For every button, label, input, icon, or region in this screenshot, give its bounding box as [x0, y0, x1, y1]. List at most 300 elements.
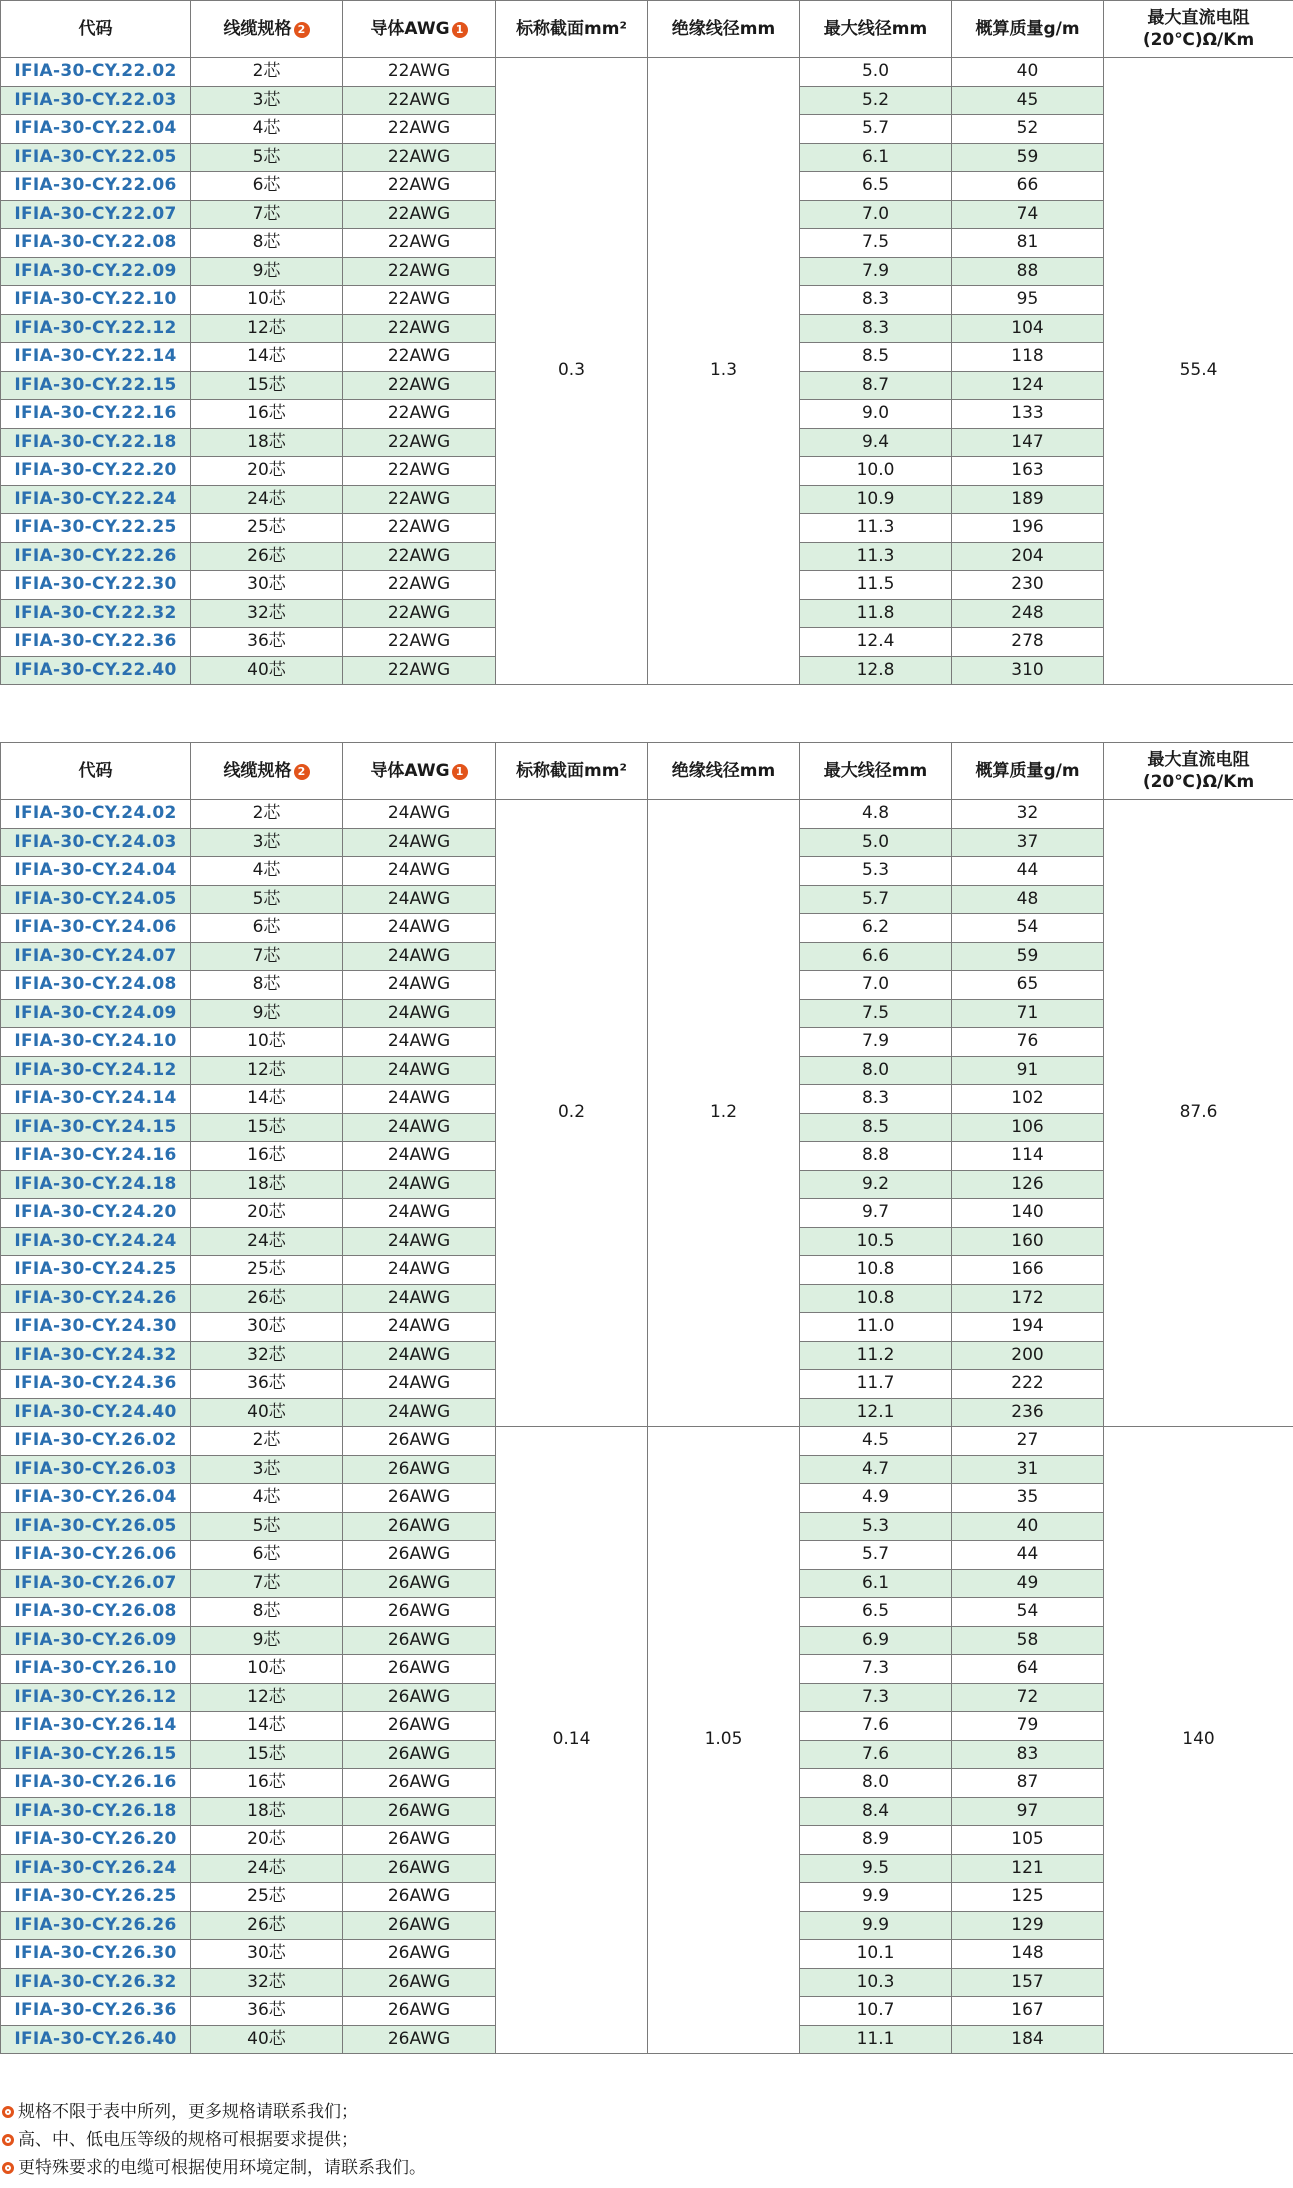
cell-awg: 26AWG [343, 1712, 496, 1741]
cell-code: IFIA-30-CY.22.09 [1, 257, 191, 286]
cell-spec: 14芯 [191, 343, 343, 372]
cell-max-diameter: 6.1 [800, 1569, 952, 1598]
footnote-2: 高、中、低电压等级的规格可根据要求提供； [0, 2126, 1293, 2154]
cell-spec: 5芯 [191, 143, 343, 172]
cell-max-diameter: 12.1 [800, 1398, 952, 1427]
note-badge-2: 2 [294, 22, 310, 38]
cell-max-diameter: 7.0 [800, 971, 952, 1000]
cell-awg: 26AWG [343, 1968, 496, 1997]
cell-awg: 24AWG [343, 828, 496, 857]
cell-awg: 24AWG [343, 857, 496, 886]
cell-max-diameter: 7.3 [800, 1655, 952, 1684]
cell-weight: 105 [952, 1826, 1104, 1855]
cell-code: IFIA-30-CY.24.15 [1, 1113, 191, 1142]
cell-weight: 97 [952, 1797, 1104, 1826]
cell-code: IFIA-30-CY.24.16 [1, 1142, 191, 1171]
cell-weight: 74 [952, 200, 1104, 229]
cell-awg: 22AWG [343, 571, 496, 600]
cell-code: IFIA-30-CY.26.05 [1, 1512, 191, 1541]
cell-code: IFIA-30-CY.26.07 [1, 1569, 191, 1598]
cell-code: IFIA-30-CY.22.14 [1, 343, 191, 372]
cell-code: IFIA-30-CY.22.04 [1, 115, 191, 144]
cell-code: IFIA-30-CY.26.12 [1, 1683, 191, 1712]
cell-weight: 31 [952, 1455, 1104, 1484]
cell-area: 0.2 [496, 800, 648, 1427]
cell-max-diameter: 7.9 [800, 1028, 952, 1057]
cell-code: IFIA-30-CY.22.15 [1, 371, 191, 400]
cell-spec: 20芯 [191, 1826, 343, 1855]
cell-max-diameter: 8.3 [800, 1085, 952, 1114]
bullet-circle-icon [2, 2162, 14, 2174]
cell-max-diameter: 9.9 [800, 1883, 952, 1912]
cell-code: IFIA-30-CY.26.14 [1, 1712, 191, 1741]
cell-max-diameter: 5.0 [800, 828, 952, 857]
cell-code: IFIA-30-CY.24.30 [1, 1313, 191, 1342]
cell-max-diameter: 10.1 [800, 1940, 952, 1969]
cell-insulation: 1.05 [648, 1427, 800, 2054]
cell-weight: 44 [952, 1541, 1104, 1570]
header-area: 标称截面mm² [496, 743, 648, 800]
cell-weight: 230 [952, 571, 1104, 600]
cell-awg: 24AWG [343, 1113, 496, 1142]
header-insulation: 绝缘线径mm [648, 1, 800, 58]
cell-weight: 40 [952, 1512, 1104, 1541]
cell-spec: 36芯 [191, 1997, 343, 2026]
cell-spec: 24芯 [191, 485, 343, 514]
cell-spec: 2芯 [191, 1427, 343, 1456]
cell-spec: 26芯 [191, 1284, 343, 1313]
cell-weight: 79 [952, 1712, 1104, 1741]
cell-spec: 14芯 [191, 1085, 343, 1114]
table-header [1, 743, 1293, 800]
cell-awg: 26AWG [343, 1940, 496, 1969]
footnote-3: 更特殊要求的电缆可根据使用环境定制，请联系我们。 [0, 2154, 1293, 2182]
cell-weight: 196 [952, 514, 1104, 543]
cell-max-diameter: 7.6 [800, 1740, 952, 1769]
cell-weight: 310 [952, 656, 1104, 685]
header-weight: 概算质量g/m [952, 743, 1104, 800]
cell-max-diameter: 11.8 [800, 599, 952, 628]
cell-awg: 26AWG [343, 1826, 496, 1855]
cell-max-diameter: 10.5 [800, 1227, 952, 1256]
cell-code: IFIA-30-CY.22.40 [1, 656, 191, 685]
cell-awg: 24AWG [343, 1170, 496, 1199]
cell-weight: 88 [952, 257, 1104, 286]
table-header [1, 1, 1293, 58]
table-body [1, 58, 1293, 685]
cell-code: IFIA-30-CY.24.07 [1, 942, 191, 971]
cell-max-diameter: 5.7 [800, 115, 952, 144]
cell-awg: 22AWG [343, 172, 496, 201]
cell-resistance: 140 [1104, 1427, 1293, 2054]
cell-spec: 25芯 [191, 1256, 343, 1285]
cell-weight: 44 [952, 857, 1104, 886]
cell-max-diameter: 10.7 [800, 1997, 952, 2026]
header-max-diameter: 最大线径mm [800, 743, 952, 800]
cell-spec: 10芯 [191, 286, 343, 315]
header-spec: 线缆规格 2 [191, 1, 343, 58]
cell-awg: 24AWG [343, 800, 496, 829]
cell-max-diameter: 4.7 [800, 1455, 952, 1484]
cell-spec: 6芯 [191, 1541, 343, 1570]
cell-weight: 222 [952, 1370, 1104, 1399]
cell-insulation: 1.2 [648, 800, 800, 1427]
cell-awg: 24AWG [343, 914, 496, 943]
header-awg: 导体AWG 1 [343, 743, 496, 800]
cell-awg: 22AWG [343, 115, 496, 144]
cell-code: IFIA-30-CY.24.26 [1, 1284, 191, 1313]
cell-spec: 5芯 [191, 1512, 343, 1541]
cell-max-diameter: 5.3 [800, 857, 952, 886]
cell-spec: 12芯 [191, 1683, 343, 1712]
cell-spec: 3芯 [191, 1455, 343, 1484]
cell-code: IFIA-30-CY.24.18 [1, 1170, 191, 1199]
cell-spec: 32芯 [191, 1341, 343, 1370]
cell-spec: 6芯 [191, 172, 343, 201]
cell-max-diameter: 6.5 [800, 1598, 952, 1627]
cell-max-diameter: 11.3 [800, 542, 952, 571]
cell-spec: 30芯 [191, 1313, 343, 1342]
cell-awg: 22AWG [343, 656, 496, 685]
cell-spec: 8芯 [191, 1598, 343, 1627]
cell-spec: 16芯 [191, 1769, 343, 1798]
cell-code: IFIA-30-CY.26.03 [1, 1455, 191, 1484]
cell-awg: 26AWG [343, 1655, 496, 1684]
cell-awg: 26AWG [343, 2025, 496, 2054]
cell-code: IFIA-30-CY.22.25 [1, 514, 191, 543]
cell-max-diameter: 10.0 [800, 457, 952, 486]
cell-spec: 20芯 [191, 457, 343, 486]
cell-max-diameter: 8.4 [800, 1797, 952, 1826]
cell-max-diameter: 9.7 [800, 1199, 952, 1228]
bullet-circle-icon [2, 2134, 14, 2146]
cell-max-diameter: 8.8 [800, 1142, 952, 1171]
cell-awg: 26AWG [343, 1683, 496, 1712]
cell-awg: 26AWG [343, 1455, 496, 1484]
cell-max-diameter: 11.2 [800, 1341, 952, 1370]
cell-code: IFIA-30-CY.22.10 [1, 286, 191, 315]
cell-weight: 124 [952, 371, 1104, 400]
cell-max-diameter: 10.3 [800, 1968, 952, 1997]
cell-awg: 22AWG [343, 200, 496, 229]
cell-max-diameter: 11.1 [800, 2025, 952, 2054]
cell-code: IFIA-30-CY.22.06 [1, 172, 191, 201]
cell-awg: 22AWG [343, 143, 496, 172]
cell-weight: 157 [952, 1968, 1104, 1997]
cell-weight: 129 [952, 1911, 1104, 1940]
cell-spec: 3芯 [191, 828, 343, 857]
cell-code: IFIA-30-CY.24.04 [1, 857, 191, 886]
cell-code: IFIA-30-CY.26.02 [1, 1427, 191, 1456]
cell-spec: 15芯 [191, 371, 343, 400]
cell-spec: 12芯 [191, 314, 343, 343]
cell-spec: 4芯 [191, 1484, 343, 1513]
cell-weight: 194 [952, 1313, 1104, 1342]
cell-spec: 7芯 [191, 942, 343, 971]
cell-code: IFIA-30-CY.26.40 [1, 2025, 191, 2054]
cell-spec: 2芯 [191, 800, 343, 829]
cell-code: IFIA-30-CY.26.15 [1, 1740, 191, 1769]
cell-spec: 7芯 [191, 200, 343, 229]
cell-spec: 40芯 [191, 2025, 343, 2054]
cell-awg: 26AWG [343, 1769, 496, 1798]
spec-table-22awg-block [0, 0, 1293, 685]
cell-awg: 24AWG [343, 1341, 496, 1370]
cell-weight: 126 [952, 1170, 1104, 1199]
cell-weight: 200 [952, 1341, 1104, 1370]
cell-weight: 189 [952, 485, 1104, 514]
cell-spec: 15芯 [191, 1740, 343, 1769]
cell-spec: 9芯 [191, 257, 343, 286]
cell-max-diameter: 4.9 [800, 1484, 952, 1513]
footnotes [0, 2098, 1293, 2182]
footnote-1: 规格不限于表中所列，更多规格请联系我们； [0, 2098, 1293, 2126]
cell-weight: 106 [952, 1113, 1104, 1142]
cell-awg: 22AWG [343, 371, 496, 400]
cell-code: IFIA-30-CY.22.32 [1, 599, 191, 628]
cell-awg: 24AWG [343, 1056, 496, 1085]
cell-awg: 26AWG [343, 1883, 496, 1912]
cell-code: IFIA-30-CY.22.03 [1, 86, 191, 115]
cell-weight: 167 [952, 1997, 1104, 2026]
note-badge-2: 2 [294, 764, 310, 780]
cell-weight: 87 [952, 1769, 1104, 1798]
cell-max-diameter: 9.9 [800, 1911, 952, 1940]
cell-weight: 278 [952, 628, 1104, 657]
cell-weight: 59 [952, 942, 1104, 971]
header-code: 代码 [1, 743, 191, 800]
cell-max-diameter: 5.7 [800, 885, 952, 914]
cell-resistance: 55.4 [1104, 58, 1293, 685]
cell-max-diameter: 9.0 [800, 400, 952, 429]
cell-max-diameter: 8.0 [800, 1056, 952, 1085]
cell-weight: 76 [952, 1028, 1104, 1057]
cell-max-diameter: 6.6 [800, 942, 952, 971]
cell-awg: 22AWG [343, 599, 496, 628]
cell-awg: 22AWG [343, 628, 496, 657]
cell-spec: 26芯 [191, 542, 343, 571]
cell-spec: 20芯 [191, 1199, 343, 1228]
cell-spec: 18芯 [191, 1170, 343, 1199]
header-max-diameter: 最大线径mm [800, 1, 952, 58]
cell-awg: 26AWG [343, 1997, 496, 2026]
cell-weight: 54 [952, 1598, 1104, 1627]
cell-weight: 163 [952, 457, 1104, 486]
cell-code: IFIA-30-CY.22.02 [1, 58, 191, 87]
cell-code: IFIA-30-CY.24.06 [1, 914, 191, 943]
cell-awg: 22AWG [343, 542, 496, 571]
cell-code: IFIA-30-CY.24.24 [1, 1227, 191, 1256]
cell-weight: 37 [952, 828, 1104, 857]
cell-spec: 14芯 [191, 1712, 343, 1741]
spec-table-22awg [0, 0, 1293, 685]
cell-awg: 26AWG [343, 1854, 496, 1883]
cell-max-diameter: 4.8 [800, 800, 952, 829]
cell-awg: 22AWG [343, 314, 496, 343]
cell-weight: 121 [952, 1854, 1104, 1883]
cell-weight: 32 [952, 800, 1104, 829]
header-resistance: 最大直流电阻 (20℃)Ω/Km [1104, 743, 1293, 800]
cell-max-diameter: 11.5 [800, 571, 952, 600]
cell-awg: 24AWG [343, 1398, 496, 1427]
cell-max-diameter: 8.3 [800, 286, 952, 315]
cell-code: IFIA-30-CY.22.08 [1, 229, 191, 258]
cell-max-diameter: 12.8 [800, 656, 952, 685]
cell-weight: 59 [952, 143, 1104, 172]
cell-max-diameter: 10.8 [800, 1256, 952, 1285]
header-resistance: 最大直流电阻 (20℃)Ω/Km [1104, 1, 1293, 58]
cell-awg: 22AWG [343, 514, 496, 543]
cell-awg: 22AWG [343, 400, 496, 429]
cell-weight: 48 [952, 885, 1104, 914]
cell-spec: 16芯 [191, 400, 343, 429]
cell-spec: 24芯 [191, 1227, 343, 1256]
cell-spec: 4芯 [191, 115, 343, 144]
cell-weight: 248 [952, 599, 1104, 628]
cell-max-diameter: 5.0 [800, 58, 952, 87]
cell-code: IFIA-30-CY.24.40 [1, 1398, 191, 1427]
cell-spec: 9芯 [191, 1626, 343, 1655]
cell-code: IFIA-30-CY.24.12 [1, 1056, 191, 1085]
cell-code: IFIA-30-CY.26.04 [1, 1484, 191, 1513]
cell-awg: 24AWG [343, 1256, 496, 1285]
cell-spec: 6芯 [191, 914, 343, 943]
cell-weight: 184 [952, 2025, 1104, 2054]
cell-max-diameter: 11.0 [800, 1313, 952, 1342]
cell-spec: 40芯 [191, 1398, 343, 1427]
cell-code: IFIA-30-CY.24.36 [1, 1370, 191, 1399]
cell-max-diameter: 6.2 [800, 914, 952, 943]
cell-weight: 66 [952, 172, 1104, 201]
cell-code: IFIA-30-CY.24.32 [1, 1341, 191, 1370]
cell-max-diameter: 7.3 [800, 1683, 952, 1712]
cell-code: IFIA-30-CY.24.25 [1, 1256, 191, 1285]
cell-max-diameter: 11.7 [800, 1370, 952, 1399]
table-row [1, 58, 1293, 87]
cell-code: IFIA-30-CY.22.20 [1, 457, 191, 486]
cell-awg: 22AWG [343, 58, 496, 87]
cell-code: IFIA-30-CY.26.10 [1, 1655, 191, 1684]
cell-max-diameter: 4.5 [800, 1427, 952, 1456]
cell-spec: 8芯 [191, 971, 343, 1000]
cell-spec: 8芯 [191, 229, 343, 258]
header-code: 代码 [1, 1, 191, 58]
cell-spec: 40芯 [191, 656, 343, 685]
cell-weight: 95 [952, 286, 1104, 315]
cell-weight: 35 [952, 1484, 1104, 1513]
cell-awg: 22AWG [343, 229, 496, 258]
cell-max-diameter: 9.2 [800, 1170, 952, 1199]
cell-spec: 10芯 [191, 1028, 343, 1057]
cell-weight: 27 [952, 1427, 1104, 1456]
cell-weight: 172 [952, 1284, 1104, 1313]
cell-code: IFIA-30-CY.26.09 [1, 1626, 191, 1655]
cell-weight: 49 [952, 1569, 1104, 1598]
cell-awg: 24AWG [343, 1199, 496, 1228]
table-body [1, 800, 1293, 2054]
cell-weight: 40 [952, 58, 1104, 87]
cell-awg: 26AWG [343, 1427, 496, 1456]
cell-awg: 22AWG [343, 343, 496, 372]
cell-awg: 24AWG [343, 1370, 496, 1399]
cell-code: IFIA-30-CY.22.18 [1, 428, 191, 457]
cell-code: IFIA-30-CY.26.16 [1, 1769, 191, 1798]
cell-max-diameter: 8.0 [800, 1769, 952, 1798]
header-area: 标称截面mm² [496, 1, 648, 58]
cell-code: IFIA-30-CY.24.14 [1, 1085, 191, 1114]
header-awg: 导体AWG 1 [343, 1, 496, 58]
cell-max-diameter: 7.9 [800, 257, 952, 286]
cell-awg: 22AWG [343, 428, 496, 457]
cell-spec: 7芯 [191, 1569, 343, 1598]
cell-code: IFIA-30-CY.22.24 [1, 485, 191, 514]
cell-weight: 91 [952, 1056, 1104, 1085]
cell-awg: 24AWG [343, 942, 496, 971]
note-badge-1: 1 [452, 764, 468, 780]
cell-max-diameter: 7.5 [800, 229, 952, 258]
cell-spec: 12芯 [191, 1056, 343, 1085]
cell-code: IFIA-30-CY.24.08 [1, 971, 191, 1000]
cell-awg: 22AWG [343, 257, 496, 286]
cell-max-diameter: 8.5 [800, 343, 952, 372]
cell-awg: 22AWG [343, 457, 496, 486]
cell-awg: 24AWG [343, 1142, 496, 1171]
cell-code: IFIA-30-CY.24.03 [1, 828, 191, 857]
cell-weight: 52 [952, 115, 1104, 144]
cell-code: IFIA-30-CY.26.18 [1, 1797, 191, 1826]
cell-awg: 24AWG [343, 971, 496, 1000]
cell-max-diameter: 5.3 [800, 1512, 952, 1541]
cell-weight: 148 [952, 1940, 1104, 1969]
cell-awg: 26AWG [343, 1740, 496, 1769]
cell-code: IFIA-30-CY.26.26 [1, 1911, 191, 1940]
cell-awg: 22AWG [343, 86, 496, 115]
cell-awg: 24AWG [343, 999, 496, 1028]
cell-awg: 24AWG [343, 1313, 496, 1342]
cell-max-diameter: 9.4 [800, 428, 952, 457]
cell-weight: 83 [952, 1740, 1104, 1769]
cell-spec: 2芯 [191, 58, 343, 87]
cell-weight: 81 [952, 229, 1104, 258]
cell-max-diameter: 5.2 [800, 86, 952, 115]
cell-spec: 9芯 [191, 999, 343, 1028]
cell-code: IFIA-30-CY.22.05 [1, 143, 191, 172]
cell-awg: 24AWG [343, 1028, 496, 1057]
cell-spec: 25芯 [191, 1883, 343, 1912]
cell-code: IFIA-30-CY.26.20 [1, 1826, 191, 1855]
cell-max-diameter: 10.9 [800, 485, 952, 514]
cell-awg: 22AWG [343, 485, 496, 514]
cell-spec: 16芯 [191, 1142, 343, 1171]
header-spec: 线缆规格 2 [191, 743, 343, 800]
cell-weight: 54 [952, 914, 1104, 943]
cell-weight: 160 [952, 1227, 1104, 1256]
cell-max-diameter: 10.8 [800, 1284, 952, 1313]
cell-max-diameter: 11.3 [800, 514, 952, 543]
cell-code: IFIA-30-CY.26.36 [1, 1997, 191, 2026]
cell-max-diameter: 6.1 [800, 143, 952, 172]
cell-code: IFIA-30-CY.22.36 [1, 628, 191, 657]
note-badge-1: 1 [452, 22, 468, 38]
cell-max-diameter: 8.7 [800, 371, 952, 400]
cell-spec: 3芯 [191, 86, 343, 115]
cell-code: IFIA-30-CY.24.05 [1, 885, 191, 914]
cell-spec: 32芯 [191, 599, 343, 628]
cell-awg: 26AWG [343, 1911, 496, 1940]
cell-code: IFIA-30-CY.22.16 [1, 400, 191, 429]
cell-spec: 25芯 [191, 514, 343, 543]
cell-max-diameter: 6.5 [800, 172, 952, 201]
